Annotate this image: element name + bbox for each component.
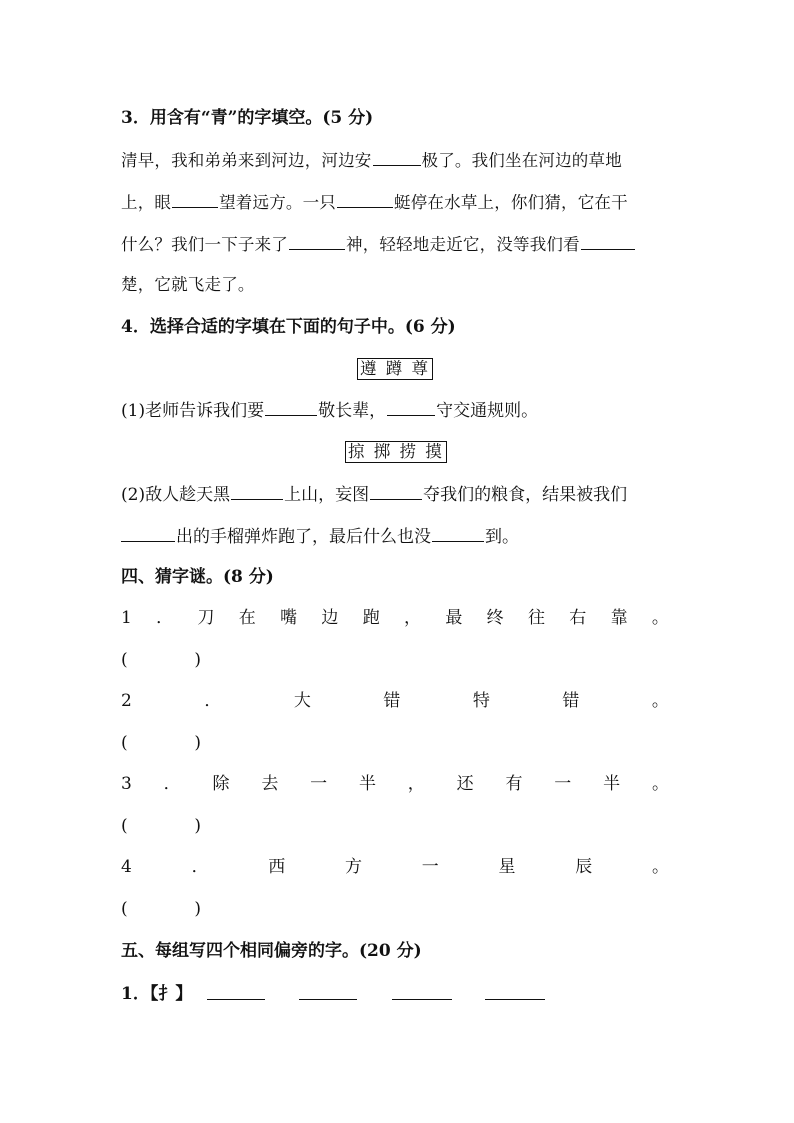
q3-passage-line-2 (121, 190, 677, 215)
q3-text: 上，眼 (121, 193, 172, 212)
q3-text: 楚，它就飞走了。 (121, 275, 255, 294)
riddle-char: 还 (456, 774, 474, 794)
riddle-char: 半 (603, 774, 621, 794)
fill-blank[interactable] (231, 482, 283, 500)
q4-heading (121, 315, 677, 339)
riddle-2 (121, 689, 669, 713)
paren-open: ( (121, 816, 128, 836)
q4-text: 上山，妄图 (284, 485, 370, 505)
fill-blank[interactable] (265, 398, 317, 416)
q4-text: 到。 (485, 527, 519, 547)
riddle-char: 。 (651, 857, 669, 877)
q3-text: 神，轻轻地走近它，没等我们看 (346, 235, 580, 254)
riddle-char: 星 (498, 857, 516, 877)
q4-sentence-2-line-2 (121, 524, 677, 549)
choice-box-1: 遵 蹲 尊 (357, 358, 433, 380)
riddle-char: 右 (569, 608, 587, 628)
riddle-char: 。 (651, 608, 669, 628)
riddle-char: 靠 (610, 608, 628, 628)
riddle-char: 错 (383, 691, 401, 711)
sec5-heading (121, 939, 677, 963)
q3-passage-line-1 (121, 148, 677, 173)
q3-text: 清早，我和弟弟来到河边，河边安 (121, 151, 372, 170)
q4-sentence-1 (121, 398, 677, 423)
riddle-char: 一 (421, 857, 439, 877)
fill-blank[interactable] (387, 398, 435, 416)
q3-heading (121, 106, 677, 130)
riddle-char: 半 (358, 774, 376, 794)
paren-close: ) (194, 733, 201, 753)
fill-blank[interactable] (337, 190, 393, 208)
q3-heading-text: 3．用含有“青”的字填空。(5 分) (121, 108, 374, 128)
choice-box-2: 掠 掷 捞 摸 (345, 441, 447, 463)
riddle-char: 终 (486, 608, 504, 628)
fill-blank[interactable] (392, 982, 452, 1000)
riddle-char: ， (404, 608, 422, 628)
riddle-char: 。 (651, 691, 669, 711)
riddle-char: 去 (261, 774, 279, 794)
riddle-3 (121, 772, 669, 796)
riddle-char: 方 (345, 857, 363, 877)
riddle-4 (121, 855, 669, 879)
q3-passage-line-3 (121, 232, 677, 257)
sec4-heading-text: 四、猜字谜。(8 分) (121, 567, 274, 587)
riddle-char: 2 (121, 691, 132, 711)
riddle-char: 最 (445, 608, 463, 628)
q4-text: 出的手榴弹炸跑了，最后什么也没 (176, 527, 431, 547)
q4-text: (2)敌人趁天黑 (121, 485, 231, 505)
q4-sentence-2-line-1 (121, 482, 677, 507)
riddle-char: 辰 (575, 857, 593, 877)
q4-heading-text: 4．选择合适的字填在下面的句子中。(6 分) (121, 317, 456, 337)
sec5-item-label: 1．【扌】 (121, 984, 193, 1004)
answer-parens-4[interactable] (121, 897, 201, 921)
paren-close: ) (194, 899, 201, 919)
riddle-char: ， (407, 774, 425, 794)
riddle-char: 特 (472, 691, 490, 711)
q4-text: 敬长辈， (318, 401, 387, 421)
riddle-char: 跑 (362, 608, 380, 628)
riddle-char: 在 (238, 608, 256, 628)
q4-text: (1)老师告诉我们要 (121, 401, 265, 421)
fill-blank[interactable] (172, 190, 218, 208)
paren-open: ( (121, 899, 128, 919)
riddle-char: 3 (121, 774, 132, 794)
riddle-1 (121, 606, 669, 630)
paren-close: ) (194, 816, 201, 836)
fill-blank[interactable] (207, 982, 265, 1000)
q3-text: 极了。我们坐在河边的草地 (421, 151, 622, 170)
answer-parens-2[interactable] (121, 731, 201, 755)
paren-close: ) (194, 650, 201, 670)
fill-blank[interactable] (373, 148, 421, 166)
q3-text: 望着远方。一只 (219, 193, 337, 212)
fill-blank[interactable] (370, 482, 422, 500)
riddle-char: 西 (268, 857, 286, 877)
fill-blank[interactable] (432, 524, 484, 542)
answer-parens-1[interactable] (121, 648, 201, 672)
riddle-char: 有 (505, 774, 523, 794)
riddle-char: 1 (121, 608, 132, 628)
riddle-char: 刀 (197, 608, 215, 628)
q4-text: 守交通规则。 (436, 401, 539, 421)
riddle-char: 。 (651, 774, 669, 794)
riddle-char: 错 (562, 691, 580, 711)
fill-blank[interactable] (289, 232, 345, 250)
fill-blank[interactable] (581, 232, 635, 250)
riddle-char: 大 (293, 691, 311, 711)
sec4-heading (121, 565, 677, 589)
riddle-char: 4 (121, 857, 132, 877)
riddle-char: 边 (321, 608, 339, 628)
riddle-char: ． (191, 857, 209, 877)
q3-text: 蜓停在水草上，你们猜，它在干 (394, 193, 628, 212)
riddle-char: 除 (212, 774, 230, 794)
paren-open: ( (121, 733, 128, 753)
riddle-char: 嘴 (280, 608, 298, 628)
fill-blank[interactable] (121, 524, 175, 542)
fill-blank[interactable] (299, 982, 357, 1000)
paren-open: ( (121, 650, 128, 670)
q3-text: 什么？我们一下子来了 (121, 235, 288, 254)
riddle-char: ． (156, 608, 174, 628)
q3-passage-line-4 (121, 273, 677, 297)
riddle-char: 一 (310, 774, 328, 794)
riddle-char: 一 (554, 774, 572, 794)
riddle-char: ． (163, 774, 181, 794)
fill-blank[interactable] (485, 982, 545, 1000)
riddle-char: 往 (527, 608, 545, 628)
riddle-char: ． (204, 691, 222, 711)
sec5-heading-text: 五、每组写四个相同偏旁的字。(20 分) (121, 941, 422, 961)
q4-text: 夺我们的粮食，结果被我们 (423, 485, 628, 505)
answer-parens-3[interactable] (121, 814, 201, 838)
